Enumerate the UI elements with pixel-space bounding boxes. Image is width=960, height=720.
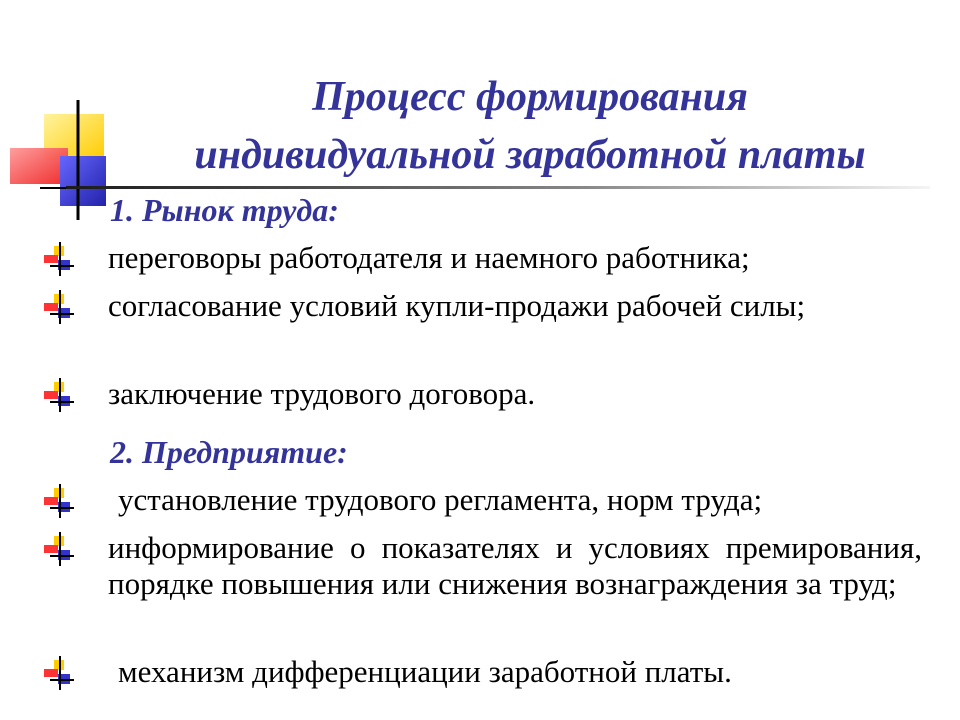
list-item-text: информирование о показателях и условиях премирования, порядке повышения или снижения вознаграждения за труд; [108,530,922,601]
section-heading-2: 2. Предприятие: [110,434,348,470]
list-item [40,530,922,642]
color-squares-bullet-icon [40,484,80,520]
list-item-text: переговоры работодателя и наемного работника; [108,240,750,275]
list-item [40,240,922,280]
page-title [130,68,930,184]
color-squares-bullet-icon [40,290,80,326]
list-item [40,482,922,522]
title-line-2: индивидуальной заработной платы [194,132,866,178]
color-squares-bullet-icon [40,532,80,568]
list-item [40,654,922,694]
color-squares-bullet-icon [40,656,80,692]
list-item-text: заключение трудового договора. [108,376,536,411]
color-squares-bullet-icon [40,242,80,278]
title-divider [66,186,930,189]
list-item-text: установление трудового регламента, норм труда; [118,482,763,517]
list-item-text: согласование условий купли-продажи рабочей силы; [108,288,806,323]
section-heading-1: 1. Рынок труда: [110,192,339,228]
list-item [40,288,922,364]
list-item [40,376,922,416]
list-item-text: механизм дифференциации заработной платы. [118,654,732,689]
color-squares-bullet-icon [40,378,80,414]
title-line-1: Процесс формирования [312,74,748,120]
